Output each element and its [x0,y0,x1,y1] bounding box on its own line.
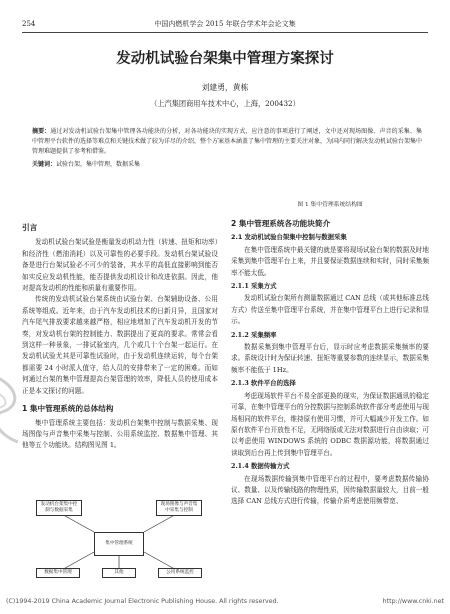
footer-copyright: (C)1994-2019 China Academic Journal Electronic Publishing House. All rights reserved. [6,598,279,605]
section-2-1-3-paragraph: 考虑现场软件平台不易全部更换的现实，为保证数据通讯的稳定可靠，在集中管理平台的分控数据与控制系统软件部分考虑使用与现场相同的软件平台，维持原有使用习惯，并可大幅减少开发工作。如原有软件平台开放性不足，无网络版或无法对数据进行自由读取；可以考虑使用 WINDOWS 系统的 ODBC 数据源功能，将数据通过读取到后台再上传到集中管理平台。 [231,391,429,457]
journal-title: 中国内燃机学会 2015 年联合学术年会论文集 [154,20,296,28]
diagram-box-data-management: 数据集中管理 [36,568,80,578]
left-column [22,222,218,452]
running-header [22,17,428,31]
structure-diagram [36,496,202,588]
abstract [32,127,422,157]
intro-paragraph-2: 传统的发动机试验台架系统由试验台架、台架辅助设备、公用系统等组成。近年来，由于汽车发动机技术的日新月异，且国家对汽车尾气排放要求越来越严格，相应地增加了汽车发动机开发的节奏，对发动机台架的控制能力、数据提出了更高的要求。常常会看到这样一种景象，一排试验室内，几个或几十个台架一起运行。在发动机试验尤其是可靠性试验时，由于发动机连续运转，每个台架都需要 24 小时派人值守，给人员的安排带来了一定的困难。而如何通过台架的集中管理提高台架管理的效率，降低人员的使用成本正是本文探讨的问题。 [22,295,218,395]
paper-authors: 刘建勇，黄栋 [201,83,249,92]
diagram-box-public-system: 公用系统监控 [158,568,202,578]
section-2-1-2-heading: 2.1.2 采集频率 [231,330,277,339]
footer-url[interactable]: http://www.cnki.net [382,598,444,605]
section-1-paragraph: 集中管理系统主要包括：发动机台架集中控制与数据采集、现场图像与声音集中采集与控制、公用系统监控、数据集中管理、其他等五个功能块。结构图见图 1。 [22,418,218,450]
section-2-1-4-paragraph: 在现场数据传输到集中管理平台的过程中，要考虑数据传输协议、数量、以及传输线路的物理性质，因传输数据量较大，目前一般选择 CAN 总线方式进行传输，传输介质考虑使用频带宽、 [231,474,429,506]
section-2-1-1-paragraph: 发动机试验台架所有测量数据通过 CAN 总线（或其他标准总线方式）传送至集中管理平台系统，并在集中管理平台上进行记录和显示。 [231,294,429,326]
section-2-1-heading: 2.1 发动机试验台架集中控制与数据采集 [231,233,347,242]
section-2-heading: 2 集中管理系统各功能块简介 [231,219,331,228]
paper-affiliation: （上汽集团商用车技术中心，上海，200432） [150,99,300,108]
intro-heading: 引言 [22,223,38,232]
keywords [32,160,422,170]
right-column [231,212,429,508]
keywords-text: 试验台架，集中管理，数据采集 [56,161,141,168]
keywords-label: 关键词： [32,161,57,168]
watermark-swirl-icon [0,372,30,446]
paper-title: 发动机试验台架集中管理方案探讨 [116,51,334,67]
section-1-heading: 1 集中管理系统的总体结构 [22,404,114,414]
diagram-box-engine-control: 发动机台架集中控制与数据采集 [36,500,82,516]
figure-caption: 图 1 集中管理系统结构图 [297,202,363,208]
diagram-box-image-sound: 现场图像与声音集中采集与控制 [156,500,202,516]
section-2-1-1-heading: 2.1.1 采集方式 [231,282,277,291]
section-2-1-paragraph: 在集中管理系统中最关键的就是要将现场试验台架的数据及时地采集到集中管理平台上来，并且要保证数据连续和实时，同时采集频率不能太低。 [231,245,429,277]
diagram-box-central-system: 集中管理系统 [94,532,144,556]
section-2-1-2-paragraph: 数据采集到集中管理平台后，显示时应考虑数据采集频率的要求。系统设计时为保证转速、扭矩等重要参数的连续显示，数据采集频率不能低于 1Hz。 [231,343,429,374]
diagram-box-other: 其他 [102,568,136,578]
abstract-text: 通过对发动机试验台架集中管理各功能块的分析，对各功能块的实现方式、应注意的事项进行了阐述，文中还对现场图像、声音的采集、集中管理平台软件的选择等难点和关键技术做了较为详尽的介绍，整个方案基本涵盖了集中管理的主要关注对象，为国内同行解决发动机试验台架集中管理难题提供了参考和借鉴。 [32,128,423,155]
header-rule [22,32,428,33]
intro-paragraph-1: 发动机试验台架试验是衡量发动机动力性（转速、扭矩和功率）和经济性（燃油消耗）以及可靠性的必要手段。发动机台架试验设备是进行台架试验必不可少的装备，其水平的高低直接影响到能否如实反应发动机性能，能否提供发动机设计和改进依据。因此，他对提高发动机的性能和质量有重要作用。 [22,238,218,293]
section-2-1-4-heading: 2.1.4 数据传输方式 [231,462,290,471]
page-number: 254 [22,20,36,28]
section-2-1-3-heading: 2.1.3 软件平台的选择 [231,379,296,388]
abstract-label: 摘要： [32,128,51,135]
